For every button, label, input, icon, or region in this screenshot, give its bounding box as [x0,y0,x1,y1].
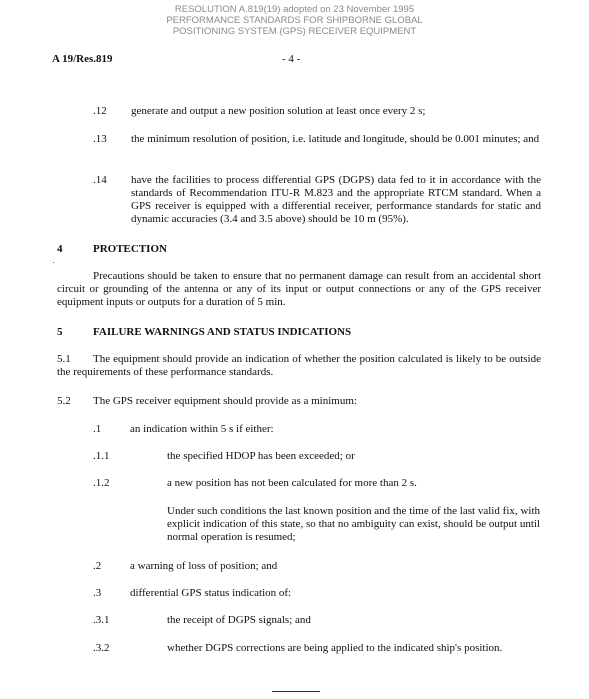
subitem-text: the specified HDOP has been exceeded; or [167,450,355,462]
margin-mark [53,262,54,263]
subitem-number: .1.1 [93,450,110,462]
item-number: .14 [93,174,107,186]
subitem-number: .1.2 [93,477,110,489]
header-line-3: POSITIONING SYSTEM (GPS) RECEIVER EQUIPMENT [172,26,417,37]
section-number: 4 [57,243,63,255]
section-number: 5 [57,326,63,338]
item-text: the minimum resolution of position, i.e. latitude and longitude, should be 0.001 minutes; and [131,133,540,145]
item-text: generate and output a new position solution at least once every 2 s; [131,105,426,117]
running-header [0,4,589,37]
subitem-number: .3.1 [93,614,110,626]
item-text: have the facilities to process differential GPS (DGPS) data fed to it in accordance with the standards of Recommendation ITU-R M.823 and the appropriate RTCM standard. When a GPS receiver is equipped with a differential receiver, performance standards for static and dynamic accuracies (3.4 and 3.5 above) should be 10 m (95%). [131,174,541,225]
subitem-number: .3 [93,587,102,599]
section-title: FAILURE WARNINGS AND STATUS INDICATIONS [93,326,352,338]
subitem-text: the receipt of DGPS signals; and [167,614,311,626]
section-body: Precautions should be taken to ensure that no permanent damage can result from an accidental short circuit or grounding of the antenna or any of its input or output connections or any of the GPS receiver equipment inputs or outputs for a duration of 5 min. [57,270,541,308]
subitem-number: .3.2 [93,642,110,654]
section-title: PROTECTION [93,243,167,255]
subitem-text: differential GPS status indication of: [130,587,292,599]
subitem-text: a new position has not been calculated for more than 2 s. [167,477,417,489]
subitem-number: .2 [93,560,102,572]
subitem-text: an indication within 5 s if either: [130,423,274,435]
page-number: - 4 - [282,53,301,65]
paragraph-number: 5.2 [57,395,71,407]
subitem-number: .1 [93,423,102,435]
header-line-2: PERFORMANCE STANDARDS FOR SHIPBORNE GLOBAL [166,15,423,26]
paragraph-text: The equipment should provide an indication of whether the position calculated is likely to be outside the requirements of these performance standards. [57,353,541,378]
item-number: .12 [93,105,107,117]
paragraph-number: 5.1 [57,353,71,365]
subitem-text: a warning of loss of position; and [130,560,278,572]
subitem-note: Under such conditions the last known position and the time of the last valid fix, with explicit indication of this state, so that no ambiguity can exist, should be output until normal operation is resumed; [167,505,540,543]
header-line-1: RESOLUTION A.819(19) adopted on 23 November 1995 [174,4,415,15]
subitem-text: whether DGPS corrections are being applied to the indicated ship's position. [167,642,503,654]
document-reference: A 19/Res.819 [52,53,113,65]
item-number: .13 [93,133,107,145]
paragraph-text: The GPS receiver equipment should provide as a minimum: [93,395,357,407]
footer-rule [272,691,320,692]
